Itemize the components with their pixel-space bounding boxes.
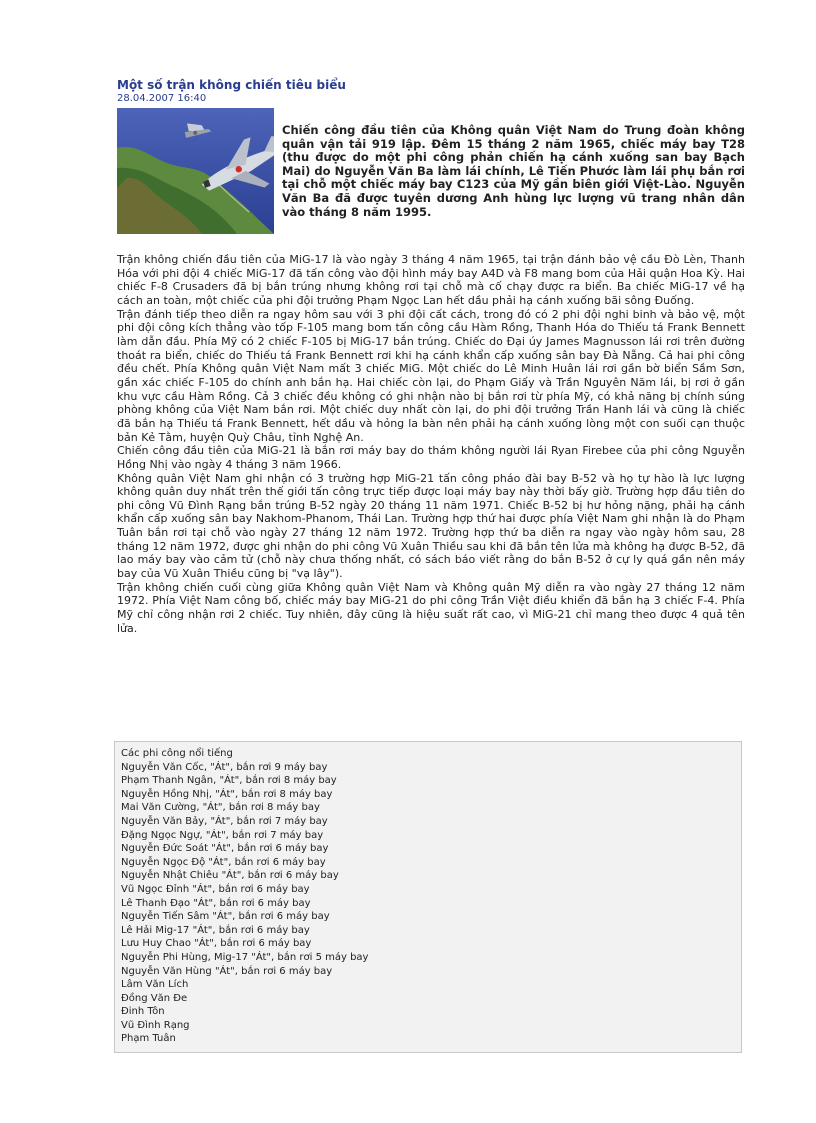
article-body bbox=[117, 253, 745, 635]
list-item: Nguyễn Văn Bảy, "Át", bắn rơi 7 máy bay bbox=[121, 815, 328, 827]
article bbox=[117, 78, 745, 635]
list-item: Nguyễn Hồng Nhị, "Át", bắn rơi 8 máy bay bbox=[121, 788, 333, 800]
paragraph: Trận không chiến cuối cùng giữa Không quân Việt Nam và Không quân Mỹ diễn ra vào ngày 27 tháng 12 năm 1972. Phía Việt Nam công bố, chiếc máy bay MiG-21 do phi công Trần Việt điều khiển đã bắn hạ 3 chiếc F-4. Phía Mỹ chỉ công nhận rơi 2 chiếc. Tuy nhiên, đây cũng là hiệu suất rất cao, vì MiG-21 chỉ mang theo được 4 quả tên lửa. bbox=[117, 580, 745, 635]
list-item: Nguyễn Phi Hùng, Mig-17 "Át", bắn rơi 5 máy bay bbox=[121, 951, 369, 963]
list-item: Nguyễn Văn Cốc, "Át", bắn rơi 9 máy bay bbox=[121, 761, 328, 773]
list-item: Nguyễn Văn Hùng "Át", bắn rơi 6 máy bay bbox=[121, 965, 333, 977]
article-intro bbox=[117, 108, 745, 238]
paragraph: Trận không chiến đầu tiên của MiG-17 là vào ngày 3 tháng 4 năm 1965, tại trận đánh bảo vệ cầu Đò Lèn, Thanh Hóa với phi đội 4 chiếc MiG-17 đã tấn công vào đội hình máy bay A4D và F8 mang bom của Hải quận Hoa Kỳ. Hai chiếc F-8 Crusaders đã bị bắn trúng nhưng không rơi tại chỗ mà cố chạy được ra biển. Ba chiếc MiG-17 về hạ cách an toàn, một chiếc của phi đội trưởng Phạm Ngọc Lan hết dầu phải hạ cánh xuống bãi sông Đuống. bbox=[117, 253, 745, 307]
list-item: Lê Hải Mig-17 "Át", bắn rơi 6 máy bay bbox=[121, 924, 310, 936]
list-item: Lâm Văn Lích bbox=[121, 979, 189, 991]
paragraph: Không quân Việt Nam ghi nhận có 3 trường hợp MiG-21 tấn công pháo đài bay B-52 và họ tự hào là lực lượng không quân duy nhất trên thế giới tấn công trực tiếp được loại máy bay này thời bấy giờ. Trường hợp đầu tiên do phi công Vũ Đình Rạng bắn trúng B-52 ngày 20 tháng 11 năm 1971. Chiếc B-52 bị hư hỏng nặng, phải hạ cánh khẩn cấp xuống sân bay Nakhom-Phanom, Thái Lan. Trường hợp thứ hai được phía Việt Nam ghi nhận là do Phạm Tuân bắn rơi tại chỗ vào ngày 27 tháng 12 năm 1972. Trường hợp thứ ba diễn ra ngay vào ngày hôm sau, 28 tháng 12 năm 1972, được ghi nhận do phi công Vũ Xuân Thiều sau khi đã bắn tên lửa mà không hạ được B-52, đã lao máy bay vào cảm tử (chỗ này chưa thống nhất, có sách báo viết rằng do bắn B-52 ở cự ly quá gần nên máy bay của Vũ Xuân Thiều cũng bị "vạ lây"). bbox=[117, 471, 745, 581]
pilot-list bbox=[121, 761, 735, 1046]
famous-pilots-box bbox=[114, 741, 742, 1053]
list-item: Phạm Tuân bbox=[121, 1033, 176, 1045]
list-item: Nguyễn Tiến Sâm "Át", bắn rơi 6 máy bay bbox=[121, 911, 330, 923]
article-summary: Chiến công đầu tiên của Không quân Việt Nam do Trung đoàn không quân vận tải 919 lập. Đêm 15 tháng 2 năm 1965, chiếc máy bay T28 (thu được do một phi công phản chiến hạ cánh xuống san bay Bạch Mai) do Nguyễn Văn Ba làm lái chính, Lê Tiến Phước làm lái phụ bắn rơi tại chỗ một chiếc máy bay C123 của Mỹ gần biên giới Việt-Lào. Nguyễn Văn Ba đã được tuyên dương Anh hùng lực lượng vũ trang nhân dân vào tháng 8 năm 1995. bbox=[282, 123, 745, 219]
list-item: Đinh Tôn bbox=[121, 1006, 165, 1018]
list-item: Vũ Đình Rạng bbox=[121, 1019, 190, 1031]
famous-pilots-heading: Các phi công nổi tiếng bbox=[121, 748, 233, 759]
paragraph: Chiến công đầu tiên của MiG-21 là bắn rơi máy bay do thám không người lái Ryan Firebee của phi công Nguyễn Hồng Nhị vào ngày 4 tháng 3 năm 1966. bbox=[117, 444, 745, 471]
list-item: Mai Văn Cường, "Át", bắn rơi 8 máy bay bbox=[121, 802, 320, 814]
list-item: Lê Thanh Đạo "Át", bắn rơi 6 máy bay bbox=[121, 897, 311, 909]
article-date: 28.04.2007 16:40 bbox=[117, 93, 207, 104]
list-item: Đặng Ngọc Ngự, "Át", bắn rơi 7 máy bay bbox=[121, 829, 324, 841]
list-item: Phạm Thanh Ngân, "Át", bắn rơi 8 máy bay bbox=[121, 775, 337, 787]
list-item: Nguyễn Nhật Chiêu "Át", bắn rơi 6 máy bay bbox=[121, 870, 339, 882]
paragraph: Trận đánh tiếp theo diễn ra ngay hôm sau với 3 phi đội cất cách, trong đó có 2 phi đội nghi binh và bảo vệ, một phi đội công kích thẳng vào tốp F-105 mang bom tấn công cầu Hàm Rồng, Thanh Hóa do Thiếu tá Frank Bennett làm dẫn đầu. Phía Mỹ có 2 chiếc F-105 bị MiG-17 bắn trúng. Chiếc do Đại úy James Magnusson lái rơi trên đường thoát ra biển, chiếc do Thiếu tá Frank Bennett rơi khi hạ cánh khẩn cấp xuống sân bay Đà Nẵng. Cả hai phi công đều chết. Phía Không quân Việt Nam mất 3 chiếc MiG. Một chiếc do Lê Minh Huân lái rơi gần bờ biển Sầm Sơn, gần xác chiếc F-105 do chính anh bắn hạ. Hai chiếc còn lại, do Phạm Giấy và Trần Nguyên Năm lái, bị rơi ở gần khu vực cầu Hàm Rồng. Cả 3 chiếc đều không có ghi nhận nào bị bắn rơi từ phía Mỹ, có khả năng bị chính súng phòng không của Việt Nam bắn rơi. Một chiếc duy nhất còn lại, do phi đội trưởng Trần Hanh lái và cũng là chiếc đã bắn hạ Thiếu tá Frank Bennett, hết dầu và hỏng la bàn nên phải hạ cánh xuống lòng một con suối cạn thuộc bản Kẻ Tằm, huyện Quỳ Châu, tỉnh Nghệ An. bbox=[117, 307, 745, 444]
article-title: Một số trận không chiến tiêu biểu bbox=[117, 78, 346, 92]
list-item: Nguyễn Đức Soát "Át", bắn rơi 6 máy bay bbox=[121, 843, 329, 855]
list-item: Đồng Văn Đe bbox=[121, 992, 188, 1004]
list-item: Vũ Ngọc Đỉnh "Át", bắn rơi 6 máy bay bbox=[121, 883, 310, 895]
list-item: Lưu Huy Chao "Át", bắn rơi 6 máy bay bbox=[121, 938, 312, 950]
list-item: Nguyễn Ngọc Độ "Át", bắn rơi 6 máy bay bbox=[121, 856, 326, 868]
mig-aircraft-photo bbox=[117, 108, 274, 234]
